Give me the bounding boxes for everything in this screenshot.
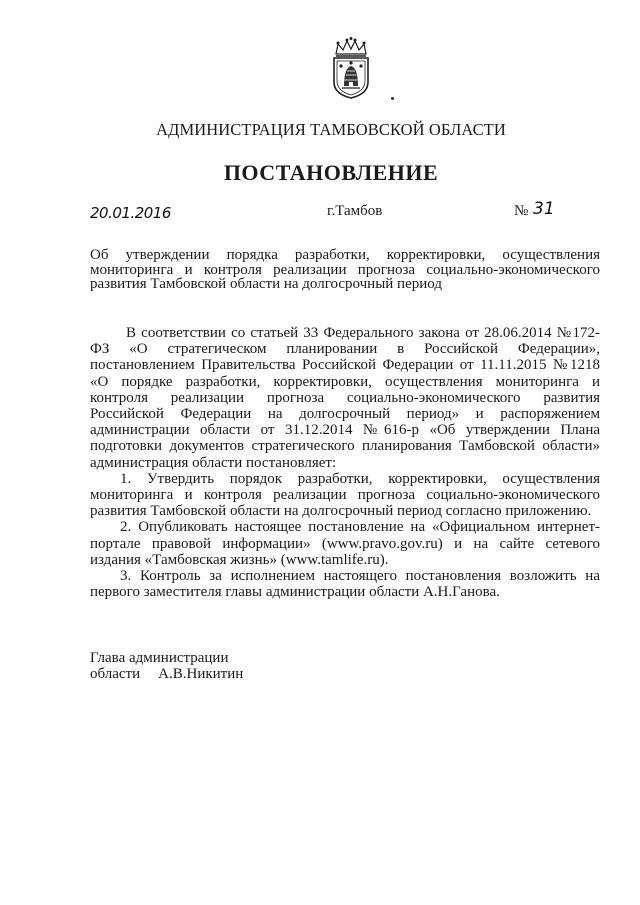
scan-speck — [391, 97, 394, 100]
signature-block — [90, 650, 243, 682]
handwritten-date: 20.01.2016 — [90, 204, 171, 222]
city-name: г.Тамбов — [327, 203, 383, 219]
resolution-item-1: 1. Утвердить порядок разработки, корректировки, осуществления мониторинга и контроля реализации прогноза социально-экономического развития Тамбовской области на долгосрочный период согласно приложению. — [90, 470, 600, 520]
document-body — [90, 325, 600, 600]
signatory-title-region: области — [90, 666, 141, 682]
preamble-paragraph: В соответствии со статьей 33 Федерального закона от 28.06.2014 №172-ФЗ «О стратегическом планировании в Российской Федерации», постановлением Правительства Российской Федерации от 11.11.2015 №1218 «О порядке разработки, корректировки, осуществления мониторинга и контроля реализации прогноза социально-экономического развития Российской Федерации на долгосрочный период» и распоряжением администрации области от 31.12.2014 №616-р «Об утверждении Плана подготовки документов стратегического планирования Тамбовской области» администрация области постановляет: — [90, 325, 600, 471]
signatory-title-line1: Глава администрации — [90, 650, 229, 666]
document-type-title: ПОСТАНОВЛЕНИЕ — [223, 160, 439, 185]
number-label: № — [514, 203, 529, 219]
resolution-item-3: 3. Контроль за исполнением настоящего постановления возложить на первого заместителя главы администрации области А.Н.Ганова. — [90, 568, 600, 601]
organization-name: АДМИНИСТРАЦИЯ ТАМБОВСКОЙ ОБЛАСТИ — [156, 120, 506, 139]
signatory-title-line2 — [90, 666, 243, 682]
tambov-coat-of-arms-icon — [326, 36, 376, 100]
handwritten-number: 31 — [533, 199, 555, 219]
resolution-item-2: 2. Опубликовать настоящее постановление на «Официальном интернет-портале правовой информации» (www.pravo.gov.ru) и на сайте сетевого издания «Тамбовская жизнь» (www.tamlife.ru). — [90, 519, 600, 568]
document-subject: Об утверждении порядка разработки, корректировки, осуществления мониторинга и контроля реализации прогноза социально-экономического развития Тамбовской области на долгосрочный период — [90, 247, 600, 292]
signatory-name: А.В.Никитин — [158, 666, 244, 682]
